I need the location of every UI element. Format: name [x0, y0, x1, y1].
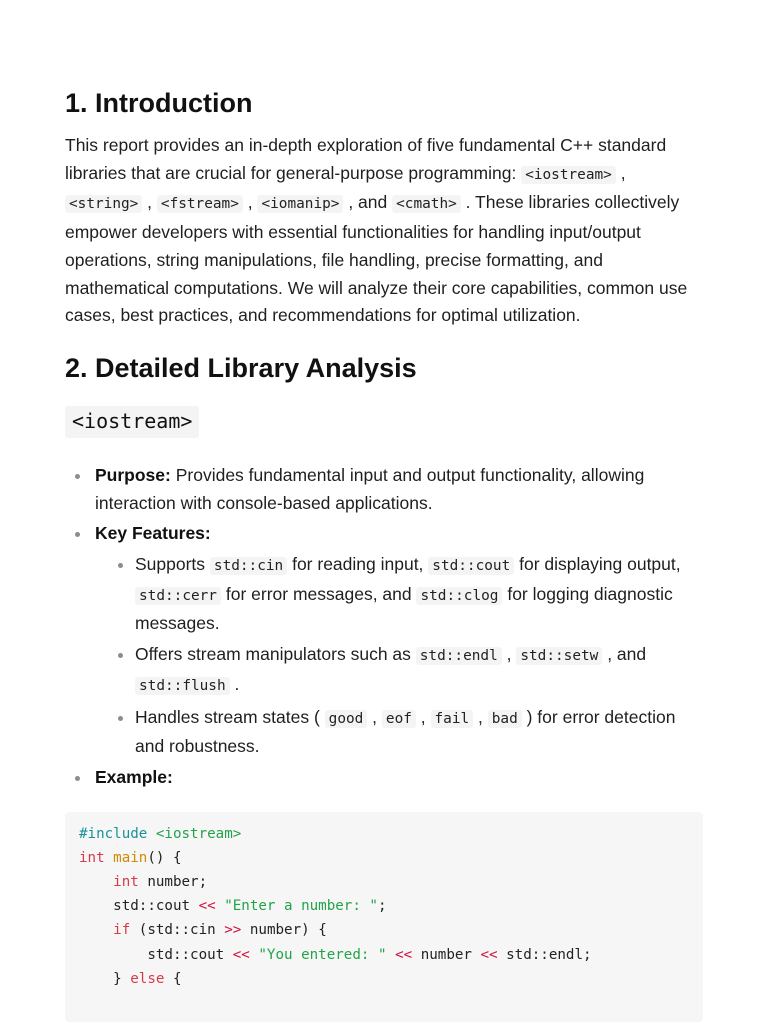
list-item-example	[65, 764, 703, 792]
purpose-label: Purpose:	[95, 464, 171, 485]
code-token-text: ;	[377, 898, 387, 915]
code-token-text: number;	[138, 874, 208, 891]
intro-separator: ,	[242, 192, 258, 213]
code-token-operator: <<	[198, 898, 216, 915]
feature-item-stream-states	[95, 704, 703, 761]
inline-code-clog: std::clog	[416, 587, 502, 605]
code-token-operator: <<	[395, 946, 413, 963]
code-token-operator: >>	[224, 922, 242, 939]
intro-paragraph	[65, 132, 703, 330]
inline-code-bad: bad	[488, 710, 522, 728]
section-heading-analysis: 2. Detailed Library Analysis	[65, 352, 417, 383]
inline-code-good: good	[325, 710, 368, 728]
code-indent	[79, 874, 113, 890]
code-token-keyword: else	[130, 970, 165, 987]
code-token-text: () {	[147, 849, 182, 866]
inline-code-fail: fail	[431, 710, 474, 728]
inline-code-cin: std::cin	[210, 557, 287, 575]
bullet-icon	[118, 563, 123, 568]
feature-text: .	[229, 673, 240, 694]
example-label: Example:	[95, 766, 173, 787]
intro-separator: ,	[142, 192, 157, 213]
code-token-function: main	[104, 849, 148, 866]
code-indent	[79, 922, 113, 938]
code-token-text: number) {	[241, 922, 327, 939]
inline-code-iostream: <iostream>	[521, 166, 616, 184]
feature-item-manipulators	[95, 641, 703, 700]
inline-code-setw: std::setw	[516, 647, 602, 665]
inline-code-flush: std::flush	[135, 677, 230, 695]
code-token-keyword: if	[113, 922, 131, 939]
bullet-icon	[75, 474, 80, 479]
feature-text: ,	[367, 706, 382, 727]
inline-code-cmath: <cmath>	[392, 195, 461, 213]
code-token-keyword: int	[79, 849, 105, 866]
inline-code-cerr: std::cerr	[135, 587, 221, 605]
inline-code-string: <string>	[65, 195, 142, 213]
code-token-text: std::endl;	[497, 946, 592, 963]
code-token-text: }	[79, 970, 131, 987]
list-item-key-features	[65, 520, 703, 761]
feature-text: ,	[501, 644, 517, 665]
section-heading-introduction: 1. Introduction	[65, 88, 253, 118]
code-token-text: (std::cin	[130, 922, 225, 939]
intro-separator: ,	[615, 162, 626, 183]
feature-text: ) for error detection and robustness.	[135, 706, 676, 757]
inline-code-iomanip: <iomanip>	[257, 195, 343, 213]
feature-text: Offers stream manipulators such as	[135, 644, 416, 665]
inline-code-endl: std::endl	[416, 647, 502, 665]
inline-code-cout: std::cout	[428, 557, 514, 575]
code-space	[387, 947, 396, 963]
code-token-string: "You entered: "	[249, 946, 387, 963]
intro-separator: , and	[343, 192, 393, 213]
feature-text: for logging diagnostic messages.	[135, 583, 673, 634]
purpose-text: Provides fundamental input and output functionality, allowing interaction with console-based applications.	[95, 464, 645, 513]
iostream-details-list	[65, 462, 703, 792]
intro-text-start: This report provides an in-depth exploration of five fundamental C++ standard libraries that are crucial for general-purpose programming:	[65, 135, 667, 183]
key-features-label: Key Features:	[95, 523, 211, 544]
feature-text: Handles stream states (	[135, 706, 325, 727]
bullet-icon	[75, 776, 80, 781]
list-item-purpose	[65, 462, 703, 517]
intro-text-end: . These libraries collectively empower developers with essential functionalities for handling input/output operations, string manipulations, file handling, precise formatting, and mathematical computations. We will analyze their core capabilities, common use cases, best practices, and recommendations for optimal utilization.	[65, 192, 688, 326]
bullet-icon	[75, 532, 80, 537]
code-token-string: "Enter a number: "	[215, 898, 378, 915]
code-token-text: std::cout	[79, 946, 233, 963]
code-block-example[interactable]	[65, 812, 703, 1022]
feature-text: ,	[473, 706, 488, 727]
code-token-preprocessor: #include	[79, 825, 148, 842]
bullet-icon	[118, 716, 123, 721]
feature-text: , and	[602, 644, 647, 665]
feature-text: for reading input,	[287, 554, 429, 575]
feature-text: ,	[415, 706, 431, 727]
feature-text: for error messages, and	[220, 583, 417, 604]
code-token-text: std::cout	[79, 898, 199, 915]
code-token-text: {	[164, 970, 182, 987]
code-content	[79, 822, 689, 991]
bullet-icon	[118, 653, 123, 658]
key-features-list	[95, 551, 703, 761]
subsection-heading-iostream: <iostream>	[65, 406, 199, 438]
code-token-operator: <<	[232, 946, 250, 963]
code-token-header: <iostream>	[147, 825, 242, 842]
code-token-text: number	[412, 946, 481, 963]
feature-item-streams	[95, 551, 703, 638]
inline-code-fstream: <fstream>	[157, 195, 243, 213]
feature-text: Supports	[135, 554, 210, 575]
code-token-keyword: int	[113, 874, 139, 891]
code-token-operator: <<	[480, 946, 498, 963]
inline-code-eof: eof	[382, 710, 416, 728]
feature-text: for displaying output,	[514, 554, 681, 575]
